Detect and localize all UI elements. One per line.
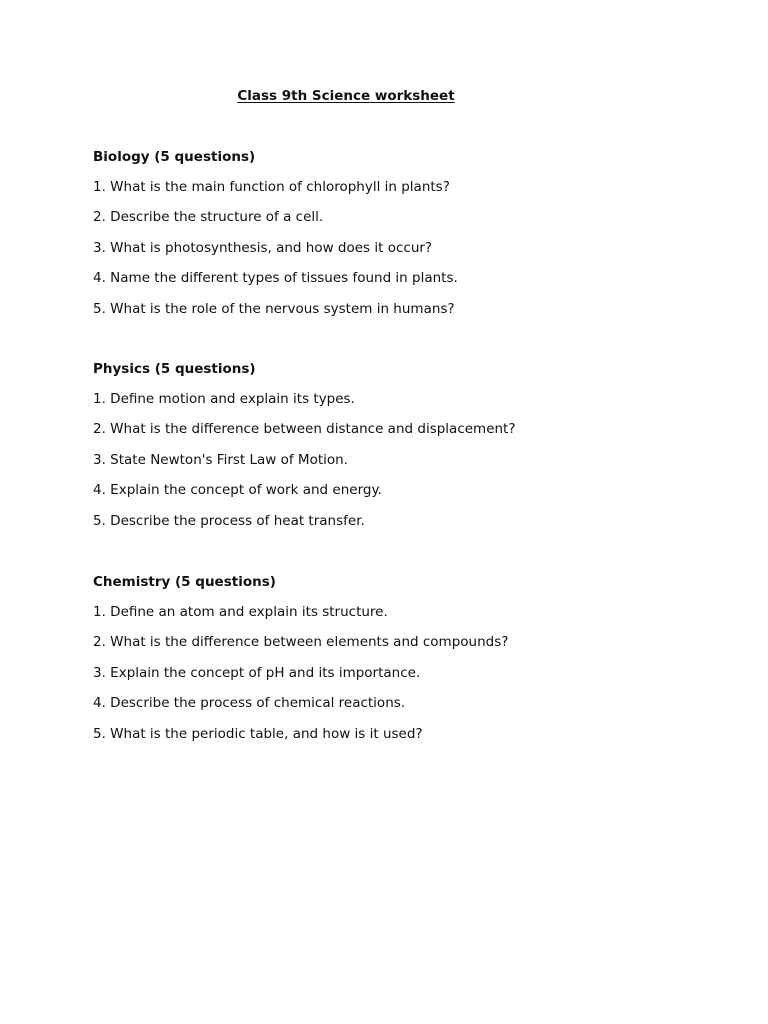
biology-question-4: 4. Name the different types of tissues found in plants. xyxy=(93,270,458,287)
section-chemistry xyxy=(93,573,693,755)
physics-question-1: 1. Define motion and explain its types. xyxy=(93,391,355,407)
chemistry-question-2: 2. What is the difference between elements and compounds? xyxy=(93,634,509,651)
chemistry-question-1: 1. Define an atom and explain its structure. xyxy=(93,604,388,620)
chemistry-question-5: 5. What is the periodic table, and how is it used? xyxy=(93,725,423,742)
document-title: Class 9th Science worksheet xyxy=(237,88,455,104)
biology-question-1: 1. What is the main function of chlorophyll in plants? xyxy=(93,179,450,195)
physics-question-4: 4. Explain the concept of work and energy. xyxy=(93,482,382,499)
section-heading-biology: Biology (5 questions) xyxy=(93,149,256,165)
chemistry-question-3: 3. Explain the concept of pH and its importance. xyxy=(93,664,421,681)
biology-question-3: 3. What is photosynthesis, and how does it occur? xyxy=(93,239,433,256)
biology-question-2: 2. Describe the structure of a cell. xyxy=(93,209,324,226)
physics-question-3: 3. State Newton's First Law of Motion. xyxy=(93,451,348,468)
physics-question-5: 5. Describe the process of heat transfer. xyxy=(93,512,365,529)
chemistry-question-4: 4. Describe the process of chemical reactions. xyxy=(93,695,406,712)
section-biology xyxy=(93,148,693,330)
biology-question-5: 5. What is the role of the nervous system in humans? xyxy=(93,300,455,317)
section-heading-physics: Physics (5 questions) xyxy=(93,361,256,377)
physics-question-2: 2. What is the difference between distance and displacement? xyxy=(93,421,516,438)
section-heading-chemistry: Chemistry (5 questions) xyxy=(93,574,276,590)
section-physics xyxy=(93,360,693,542)
